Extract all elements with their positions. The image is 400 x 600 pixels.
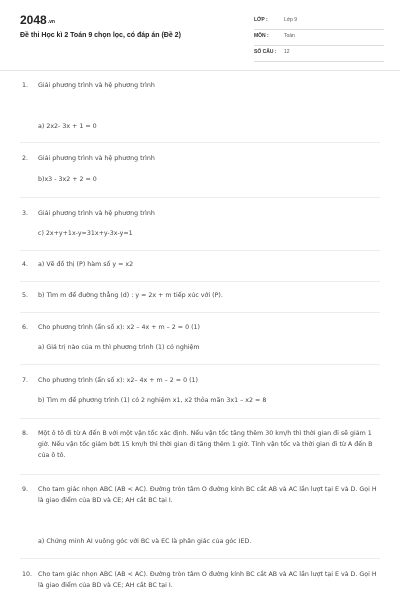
question-number: 6. (22, 324, 29, 331)
meta-table (254, 14, 384, 62)
meta-value: Lớp 9 (284, 17, 298, 23)
question-subpart: b)x3 - 3x2 + 2 = 0 (38, 176, 97, 183)
question-number: 2. (22, 155, 29, 162)
question-number: 9. (22, 486, 29, 493)
question-text: Cho phương trình (ẩn số x): x2 – 4x + m – 2 = 0 (1) (38, 324, 200, 331)
header-divider (0, 70, 400, 71)
question-number: 3. (22, 210, 29, 217)
question-subpart: c) 2x+y+1x-y=31x+y-3x-y=1 (38, 230, 133, 237)
question-divider (20, 558, 380, 559)
question-text: Giải phương trình và hệ phương trình (38, 210, 155, 217)
question-number: 7. (22, 377, 29, 384)
meta-label: LỚP : (254, 17, 268, 23)
question-divider (20, 312, 380, 313)
question-divider (20, 474, 380, 475)
question-number: 1. (22, 82, 29, 89)
page-header (0, 0, 400, 66)
meta-row-count (254, 46, 384, 62)
site-logo-tld: .vn (47, 19, 55, 25)
meta-label: MÔN : (254, 33, 269, 39)
question-text: Cho tam giác nhọn ABC (AB < AC). Đường tròn tâm O đường kính BC cắt AB và AC lần lượt tại E và D. Gọi H là giao điểm của BD và CE; AH cắt BC tại I. (38, 486, 377, 504)
question-divider (20, 281, 380, 282)
question-divider (20, 142, 380, 143)
question-subpart: a) 2x2- 3x + 1 = 0 (38, 123, 97, 130)
question-number: 8. (22, 430, 29, 437)
question-divider (20, 364, 380, 365)
meta-value: Toán (284, 33, 295, 39)
question-number: 4. (22, 261, 29, 268)
meta-value: 12 (284, 49, 290, 55)
site-logo[interactable]: 2048.vn (20, 13, 55, 27)
question-text: Cho phương trình (ẩn số x): x2– 4x + m – 2 = 0 (1) (38, 377, 198, 384)
question-subpart: a) Giá trị nào của m thì phương trình (1) có nghiệm (38, 344, 200, 351)
question-subpart: b) Tìm m để phương trình (1) có 2 nghiệm x1, x2 thỏa mãn 3x1 – x2 = 8 (38, 397, 267, 404)
question-text: Một ô tô đi từ A đến B với một vận tốc xác định. Nếu vận tốc tăng thêm 30 km/h thì thời gian đi sẽ giảm 1 giờ. Nếu vận tốc giảm bớt 15 km/h thì thời gian đi tăng thêm 1 giờ. Tính vận tốc và thời gian đi từ A đến B của ô tô. (38, 430, 373, 459)
question-divider (20, 250, 380, 251)
question-subpart: a) Chứng minh AI vuông góc với BC và EC là phân giác của góc IED. (38, 538, 252, 545)
meta-label: SỐ CÂU : (254, 49, 277, 55)
meta-row-grade (254, 14, 384, 30)
question-divider (20, 418, 380, 419)
question-divider (20, 197, 380, 198)
meta-row-subject (254, 30, 384, 46)
question-number: 10. (22, 571, 33, 578)
question-text: Giải phương trình và hệ phương trình (38, 82, 155, 89)
question-number: 5. (22, 292, 29, 299)
question-text: a) Vẽ đồ thị (P) hàm số y = x2 (38, 261, 134, 268)
question-text: Giải phương trình và hệ phương trình (38, 155, 155, 162)
document-title: Đề thi Học kì 2 Toán 9 chọn lọc, có đáp án (Đề 2) (20, 32, 181, 39)
question-text: Cho tam giác nhọn ABC (AB < AC). Đường tròn tâm O đường kính BC cắt AB và AC lần lượt tại E và D. Gọi H là giao điểm của BD và CE; AH cắt BC tại I. (38, 571, 377, 589)
question-text: b) Tìm m để đường thẳng (d) : y = 2x + m tiếp xúc với (P). (38, 292, 223, 299)
